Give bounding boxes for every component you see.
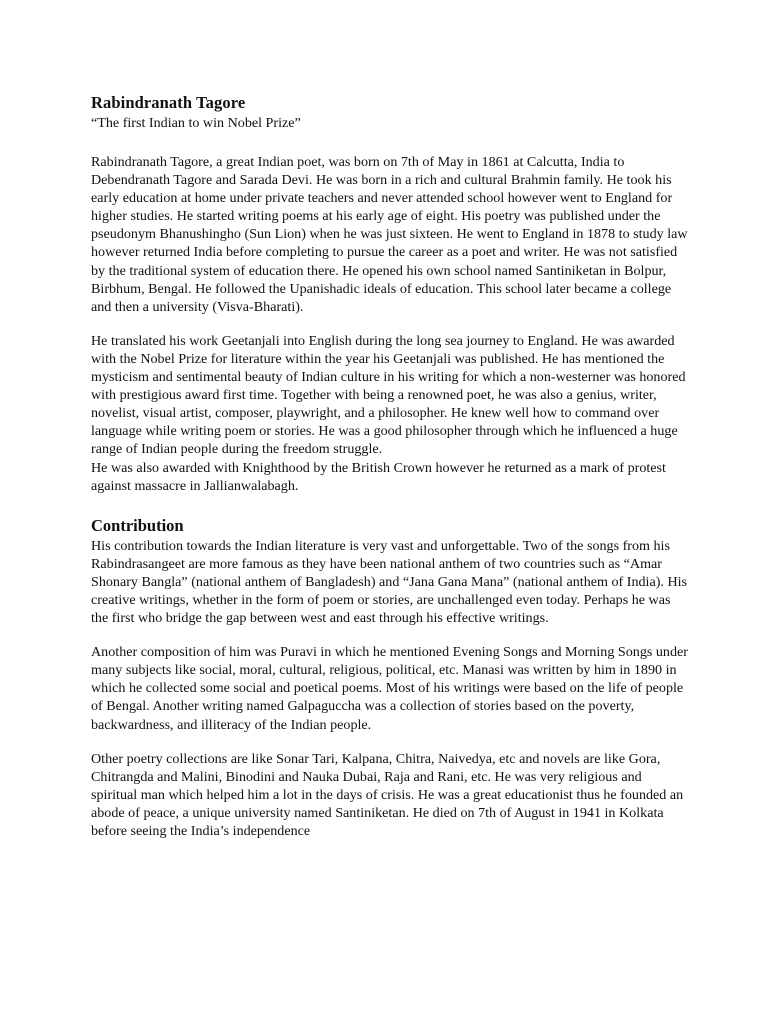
document-subtitle: “The first Indian to win Nobel Prize” [91,115,301,131]
intro-paragraph-1: Rabindranath Tagore, a great Indian poet, was born on 7th of May in 1861 at Calcutta, India to Debendranath Tagore and Sarada Devi. He was born in a rich and cultural Brahmin family. He took his early education at home under private teachers and never attended school however went to England for higher studies. He started writing poems at his early age of eight. His poetry was published under the pseudonym Bhanushingho (Sun Lion) when he was just sixteen. He went to England in 1878 to study law however returned India before completing to pursue the career as a poet and writer. He was not satisfied by the traditional system of education there. He opened his own school named Santiniketan in Bolpur, Birbhum, Bengal. He followed the Upanishadic ideals of education. This school later became a college and then a university (Visva-Bharati). [91,154,688,315]
document-title: Rabindranath Tagore [91,93,246,112]
document-body [91,92,691,856]
intro-paragraph-2: He translated his work Geetanjali into English during the long sea journey to England. He was awarded with the Nobel Prize for literature within the year his Geetanjali was published. He has mentioned the mysticism and sentimental beauty of Indian culture in his writing for which a non-westerner was honored with prestigious award first time. Together with being a renowned poet, he was also a genius, writer, novelist, visual artist, composer, playwright, and a philosopher. He knew well how to command over language while writing poem or stories. He was a good philosopher through which he influenced a huge range of Indian people during the freedom struggle. [91,332,686,458]
intro-paragraph-3: He was also awarded with Knighthood by the British Crown however he returned as a mark of protest against massacre in Jallianwalabagh. [91,459,666,494]
contribution-paragraph-3: Other poetry collections are like Sonar Tari, Kalpana, Chitra, Naivedya, etc and novels are like Gora, Chitrangda and Malini, Binodini and Nauka Dubai, Raja and Rani, etc. He was very religious and spiritual man which helped him a lot in the days of crisis. He was a great educationist thus he founded an abode of peace, a unique university named Santiniketan. He died on 7th of August in 1941 in Kolkata before seeing the India’s independence [91,750,684,839]
contribution-paragraph-2: Another composition of him was Puravi in which he mentioned Evening Songs and Morning Songs under many subjects like social, moral, cultural, religious, political, etc. Manasi was written by him in 1890 in which he collected some social and poetical poems. Most of his writings were based on the life of people of Bengal. Another writing named Galpaguccha was a collection of stories based on the poverty, backwardness, and illiteracy of the Indian people. [91,644,688,733]
contribution-paragraph-1: His contribution towards the Indian literature is very vast and unforgettable. Two of the songs from his Rabindrasangeet are more famous as they have been national anthem of two countries such as “Amar Shonary Bangla” (national anthem of Bangladesh) and “Jana Gana Mana” (national anthem of India). His creative writings, whether in the form of poem or stories, are unchallenged even today. Perhaps he was the first who bridge the gap between west and east through his effective writings. [91,537,688,627]
contribution-heading: Contribution [91,515,184,535]
